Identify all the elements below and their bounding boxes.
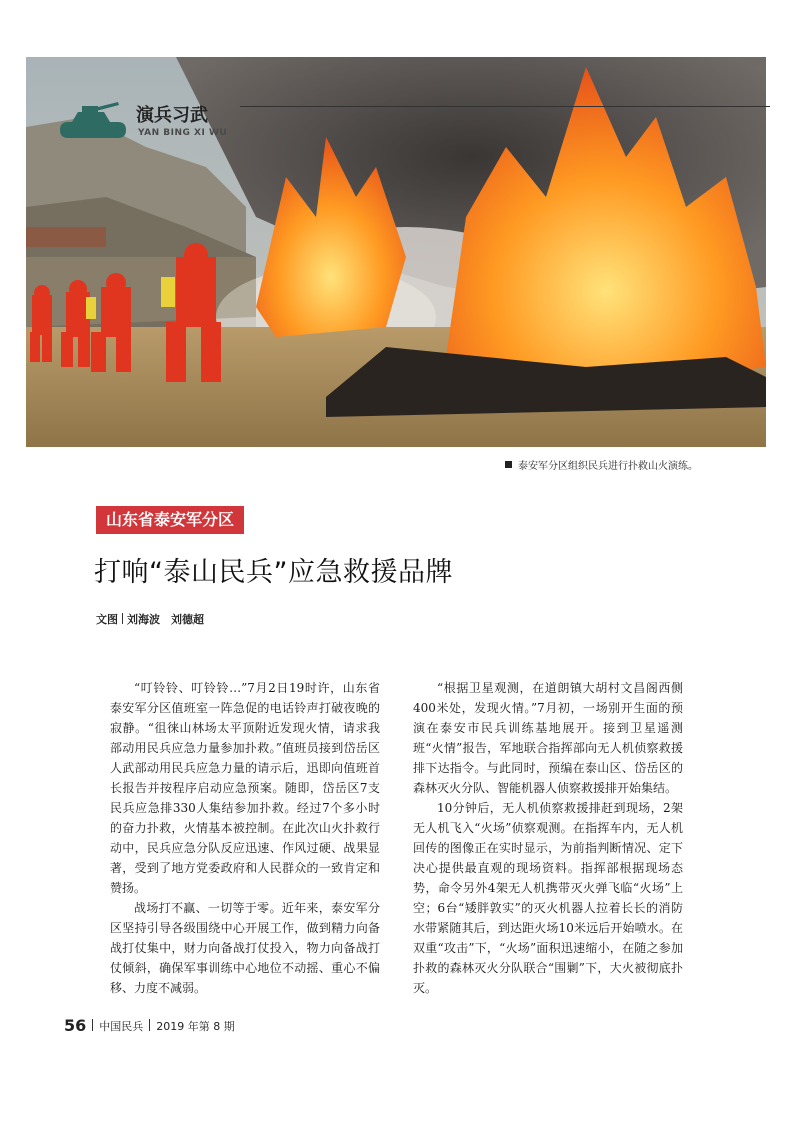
unit-label: 山东省泰安军分区 [96,506,244,534]
article-left-column [110,678,380,998]
article-headline: 打响“泰山民兵”应急救援品牌 [94,557,453,588]
footer-separator [92,1019,93,1031]
byline [96,611,204,627]
section-header [58,95,258,145]
page-number: 56 [64,1016,87,1035]
magazine-name: 中国民兵 [99,1020,144,1033]
tank-icon [58,100,128,138]
issue-info: 2019 年第 8 期 [156,1020,235,1033]
article-right-column [413,678,683,998]
section-title: 演兵习武 [136,105,208,126]
photo-caption [505,457,698,472]
paragraph: 10分钟后，无人机侦察救援排赶到现场，2架无人机飞入“火场”侦察观测。在指挥车内，无人机回传的图像正在实时显示，为前指判断情况、定下决心提供最直观的现场资料。指挥部根据现场态势，命令另外4架无人机携带灭火弹飞临“火场”上空；6台“矮胖敦实”的灭火机器人拉着长长的消防水带紧随其后，到达距火场10米远后开始喷水。在双重“攻击”下，“火场”面积迅速缩小，在随之参加扑救的森林灭火分队联合“围剿”下，大火被彻底扑灭。 [413,801,683,995]
caption-text: 泰安军分区组织民兵进行扑救山火演练。 [518,461,698,472]
caption-bullet [505,461,512,468]
byline-prefix: 文图 [96,613,118,626]
page-footer [64,1016,235,1035]
paragraph: 战场打不赢、一切等于零。近年来，泰安军分区坚持引导各级围绕中心开展工作，做到精力向备战打仗集中，财力向备战打仗投入，物力向备战打仗倾斜，确保军事训练中心地位不动摇、重心不偏移、力度不减弱。 [110,901,380,995]
byline-authors: 刘海波 刘德超 [127,613,204,626]
paragraph: “叮铃铃、叮铃铃…”7月2日19时许，山东省泰安军分区值班室一阵急促的电话铃声打破夜晚的寂静。“徂徕山林场太平顶附近发现火情，请求我部动用民兵应急力量参加扑救。”值班员接到岱岳区人武部动用民兵应急力量的请示后，迅即向值班首长报告并按程序启动应急预案。随即，岱岳区7支民兵应急排330人集结参加扑救。经过7个多小时的奋力扑救，火情基本被控制。在此次山火扑救行动中，民兵应急分队反应迅速、作风过硬、战果显著，受到了地方党委政府和人民群众的一致肯定和赞扬。 [110,681,380,895]
section-pinyin: YAN BING XI WU [138,128,228,138]
footer-separator [149,1019,150,1031]
paragraph: “根据卫星观测，在道朗镇大胡村文昌阁西侧400米处，发现火情。”7月初，一场别开生面的预演在泰安市民兵训练基地展开。接到卫星遥测班“火情”报告，军地联合指挥部向无人机侦察救援排下达指令。与此同时，预编在泰山区、岱岳区的森林灭火分队、智能机器人侦察救援排开始集结。 [413,681,683,795]
header-rule [240,106,770,107]
byline-separator [122,613,123,624]
